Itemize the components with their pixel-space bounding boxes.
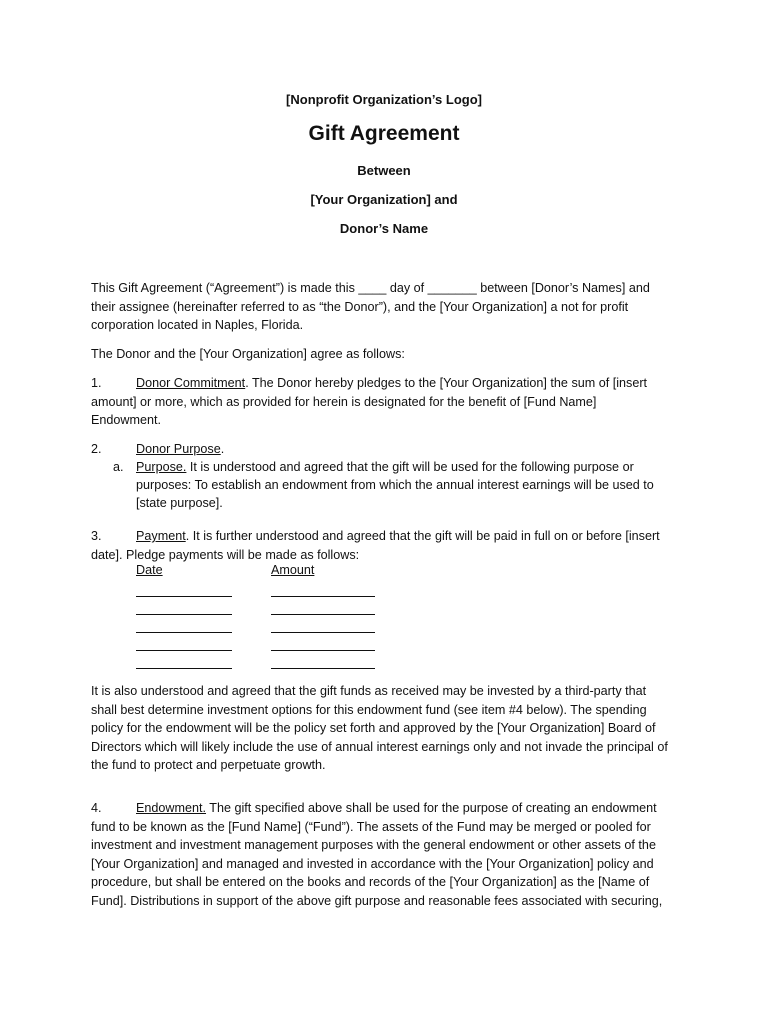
section-2-heading: Donor Purpose [136, 442, 221, 456]
payment-amount-blank [271, 650, 375, 651]
payment-date-blank [136, 668, 232, 669]
section-3-number: 3. [91, 529, 102, 543]
section-2a-text: It is understood and agreed that the gift will be used for the following purpose or [186, 460, 634, 474]
section-1 [91, 374, 686, 430]
section-3-text: . It is further understood and agreed that the gift will be paid in full on or before [insert [185, 529, 660, 543]
investment-line: It is also understood and agreed that the gift funds as received may be invested by a third-party that [91, 684, 647, 698]
investment-line: shall best determine investment options for this endowment fund (see item #4 below). The spending [91, 702, 647, 717]
donor-name-label: Donor’s Name [339, 221, 429, 236]
section-2 [91, 440, 686, 459]
between-label: Between [357, 163, 411, 178]
section-4-line: Fund]. Distributions in support of the above gift purpose and reasonable fees associated with securing, [91, 893, 663, 908]
payment-date-blank [136, 596, 232, 597]
section-2-number: 2. [91, 442, 102, 456]
payment-date-blank [136, 650, 232, 651]
section-2a-first-line [113, 458, 634, 477]
section-4-line: procedure, but shall be entered on the books and records of the [Your Organization] as the [Name of [91, 875, 650, 889]
section-1-line: Endowment. [91, 413, 162, 427]
section-1-line: amount] or more, which as provided for herein is designated for the benefit of [Fund Name] [91, 394, 597, 409]
investment-paragraph [91, 682, 686, 775]
investment-line: Directors which will likely include the use of annual interest earnings only and not invade the principal of [91, 739, 668, 754]
investment-line: policy for the endowment will be the policy set forth and approved by the [Your Organization] Board of [91, 721, 656, 735]
organization-label: [Your Organization] and [310, 192, 458, 207]
section-3-line: date]. Pledge payments will be made as follows: [91, 547, 360, 562]
section-2a-line: [state purpose]. [136, 496, 223, 510]
investment-line: the fund to protect and perpetuate growth. [91, 758, 326, 772]
payment-date-blank [136, 614, 232, 615]
payment-amount-blank [271, 632, 375, 633]
payment-amount-header: Amount [271, 563, 315, 577]
intro-line: their assignee (hereinafter referred to as “the Donor”), and the [Your Organization] a not for profit [91, 299, 629, 314]
payment-date-blank [136, 632, 232, 633]
intro-line: This Gift Agreement (“Agreement”) is made this ____ day of _______ between [Donor’s Names] and [91, 281, 650, 295]
section-4 [91, 799, 686, 910]
payment-amount-blank [271, 668, 375, 669]
section-1-first-line [91, 374, 686, 393]
payment-amount-blank [271, 596, 375, 597]
section-4-line: [Your Organization] and managed and invested in accordance with the [Your Organization] policy and [91, 856, 654, 871]
section-2a-line: purposes: To establish an endowment from which the annual interest earnings will be used to [136, 478, 654, 492]
intro-line: corporation located in Naples, Florida. [91, 318, 304, 332]
section-2a-letter: a. [113, 460, 124, 474]
section-4-heading: Endowment. [136, 801, 207, 815]
section-4-line: investment and investment management purposes with the general endowment or other assets of the [91, 838, 656, 852]
agree-line: The Donor and the [Your Organization] agree as follows: [91, 347, 405, 361]
section-1-heading: Donor Commitment [136, 376, 246, 390]
section-2a-heading: Purpose. [136, 460, 187, 474]
section-2-heading-tail: . [220, 442, 225, 456]
section-1-number: 1. [91, 376, 102, 390]
intro-paragraph [91, 279, 686, 335]
section-4-text: The gift specified above shall be used for the purpose of creating an endowment [206, 801, 657, 815]
page-title: Gift Agreement [308, 122, 460, 145]
section-4-first-line [91, 799, 686, 818]
section-1-text: . The Donor hereby pledges to the [Your Organization] the sum of [insert [245, 376, 648, 390]
section-3 [91, 527, 686, 564]
payment-date-header: Date [136, 563, 163, 577]
section-4-line: fund to be known as the [Fund Name] (“Fund”). The assets of the Fund may be merged or pooled for [91, 819, 651, 834]
section-3-heading: Payment [136, 529, 186, 543]
section-2-heading-line [91, 440, 686, 459]
agree-paragraph [91, 345, 686, 364]
logo-placeholder: [Nonprofit Organization’s Logo] [286, 92, 482, 107]
section-3-first-line [91, 527, 686, 546]
section-4-number: 4. [91, 801, 102, 815]
payment-amount-blank [271, 614, 375, 615]
